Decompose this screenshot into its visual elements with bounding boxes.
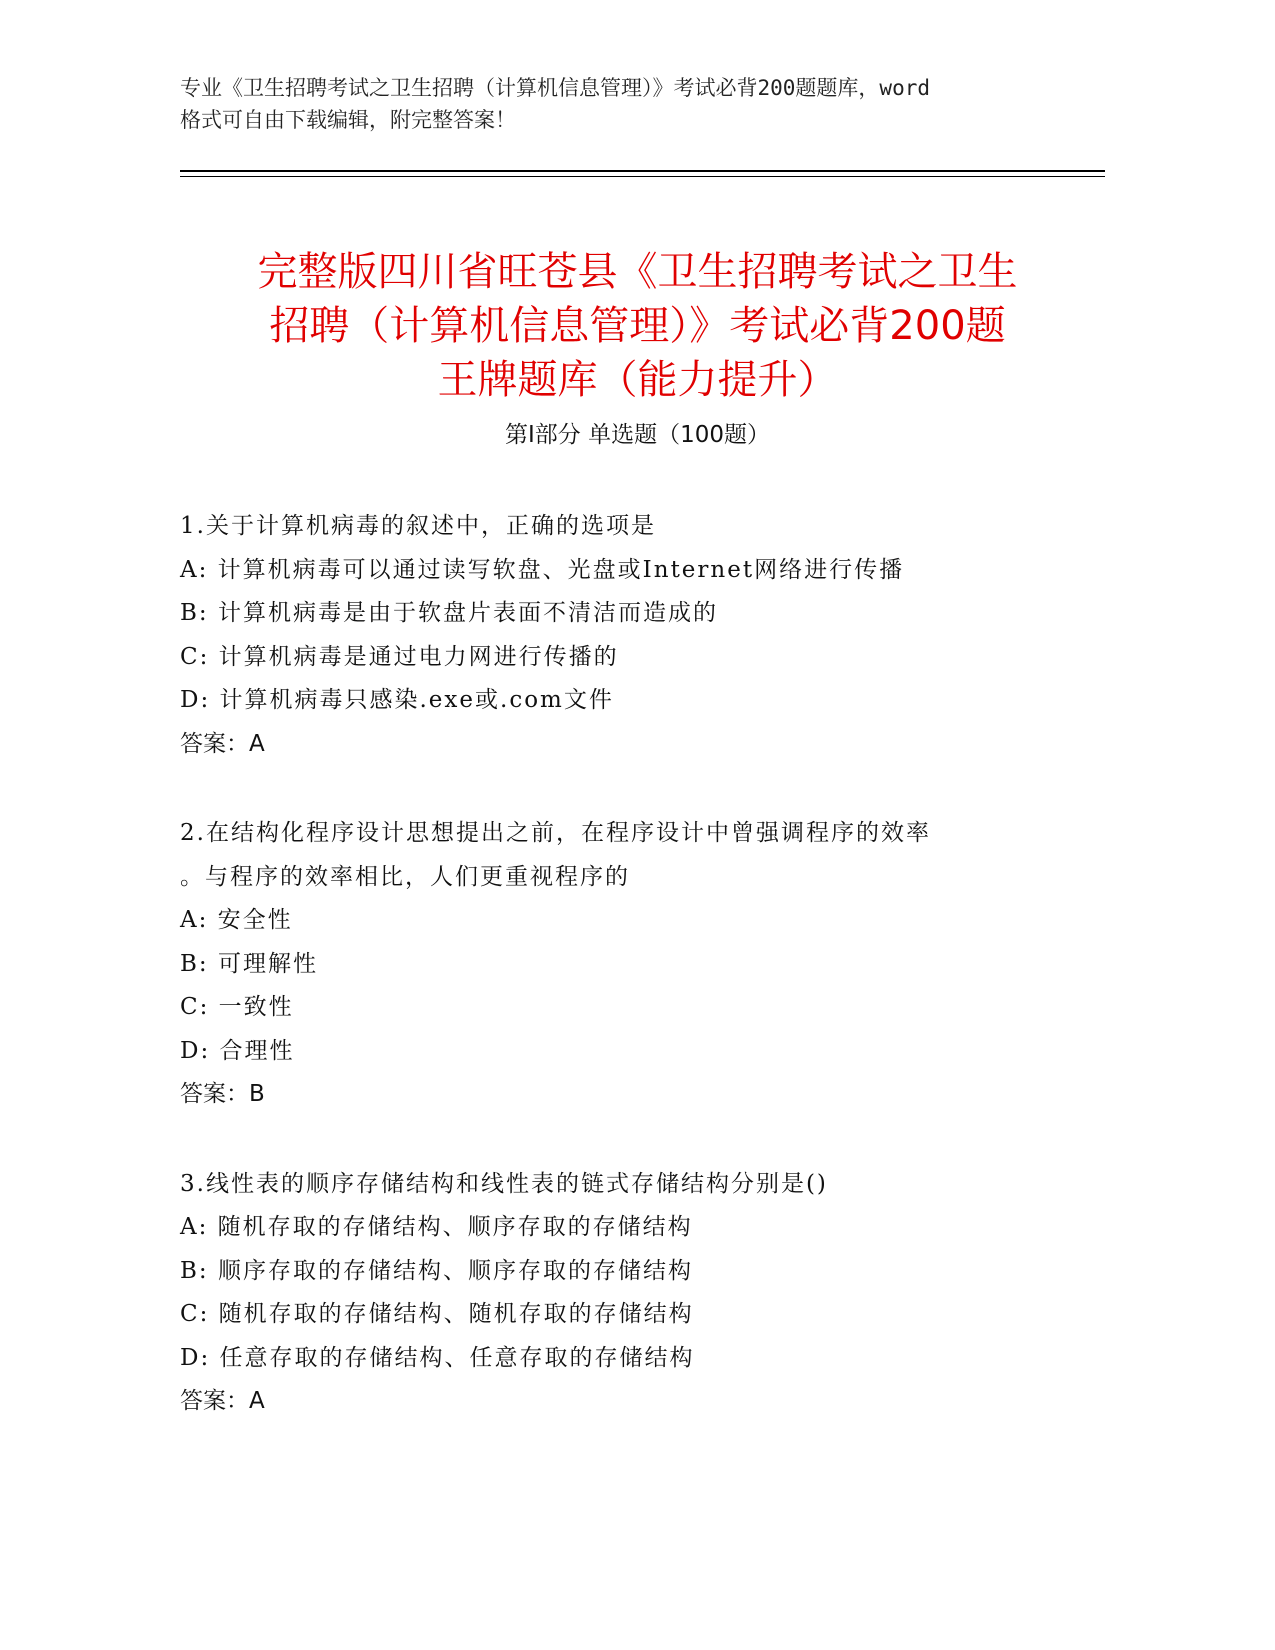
document-title-line-1: 完整版四川省旺苍县《卫生招聘考试之卫生 bbox=[257, 248, 1018, 295]
question-stem-continued: 。与程序的效率相比，人们更重视程序的 bbox=[180, 863, 630, 890]
option-d: D: 计算机病毒只感染.exe或.com文件 bbox=[180, 687, 614, 713]
question-list bbox=[180, 505, 1100, 1470]
document-title-line-3: 王牌题库（能力提升） bbox=[437, 356, 838, 403]
question-stem: 3.线性表的顺序存储结构和线性表的链式存储结构分别是() bbox=[180, 1170, 828, 1197]
option-b: B: 计算机病毒是由于软盘片表面不清洁而造成的 bbox=[180, 600, 718, 626]
option-a: A: 随机存取的存储结构、顺序存取的存储结构 bbox=[180, 1214, 693, 1240]
question-item bbox=[180, 505, 1100, 766]
option-d: D: 合理性 bbox=[180, 1037, 295, 1064]
question-item bbox=[180, 812, 1100, 1117]
option-a: A: 计算机病毒可以通过读写软盘、光盘或Internet网络进行传播 bbox=[180, 556, 905, 583]
option-c: C: 计算机病毒是通过电力网进行传播的 bbox=[180, 643, 619, 670]
question-item bbox=[180, 1163, 1100, 1424]
answer-line: 答案：A bbox=[180, 1388, 265, 1414]
question-stem: 1.关于计算机病毒的叙述中，正确的选项是 bbox=[180, 513, 656, 539]
header-note bbox=[180, 72, 1060, 136]
header-note-line-2: 格式可自由下载编辑，附完整答案！ bbox=[180, 108, 516, 132]
answer-line: 答案：B bbox=[180, 1081, 265, 1107]
option-b: B: 顺序存取的存储结构、顺序存取的存储结构 bbox=[180, 1257, 693, 1284]
document-title-line-2: 招聘（计算机信息管理）》考试必背200题 bbox=[269, 302, 1006, 349]
option-d: D: 任意存取的存储结构、任意存取的存储结构 bbox=[180, 1344, 695, 1371]
option-b: B: 可理解性 bbox=[180, 950, 318, 977]
option-a: A: 安全性 bbox=[180, 907, 293, 933]
question-stem: 2.在结构化程序设计思想提出之前，在程序设计中曾强调程序的效率 bbox=[180, 820, 931, 846]
header-divider-thick bbox=[180, 170, 1105, 172]
header-note-line-1: 专业《卫生招聘考试之卫生招聘（计算机信息管理）》考试必背200题题库，word bbox=[180, 76, 930, 100]
option-c: C: 一致性 bbox=[180, 994, 294, 1020]
document-title bbox=[180, 245, 1095, 407]
option-c: C: 随机存取的存储结构、随机存取的存储结构 bbox=[180, 1301, 694, 1327]
header-divider-thin bbox=[180, 176, 1105, 177]
section-heading: 第Ⅰ部分 单选题（100题） bbox=[505, 422, 770, 448]
answer-line: 答案：A bbox=[180, 730, 265, 757]
